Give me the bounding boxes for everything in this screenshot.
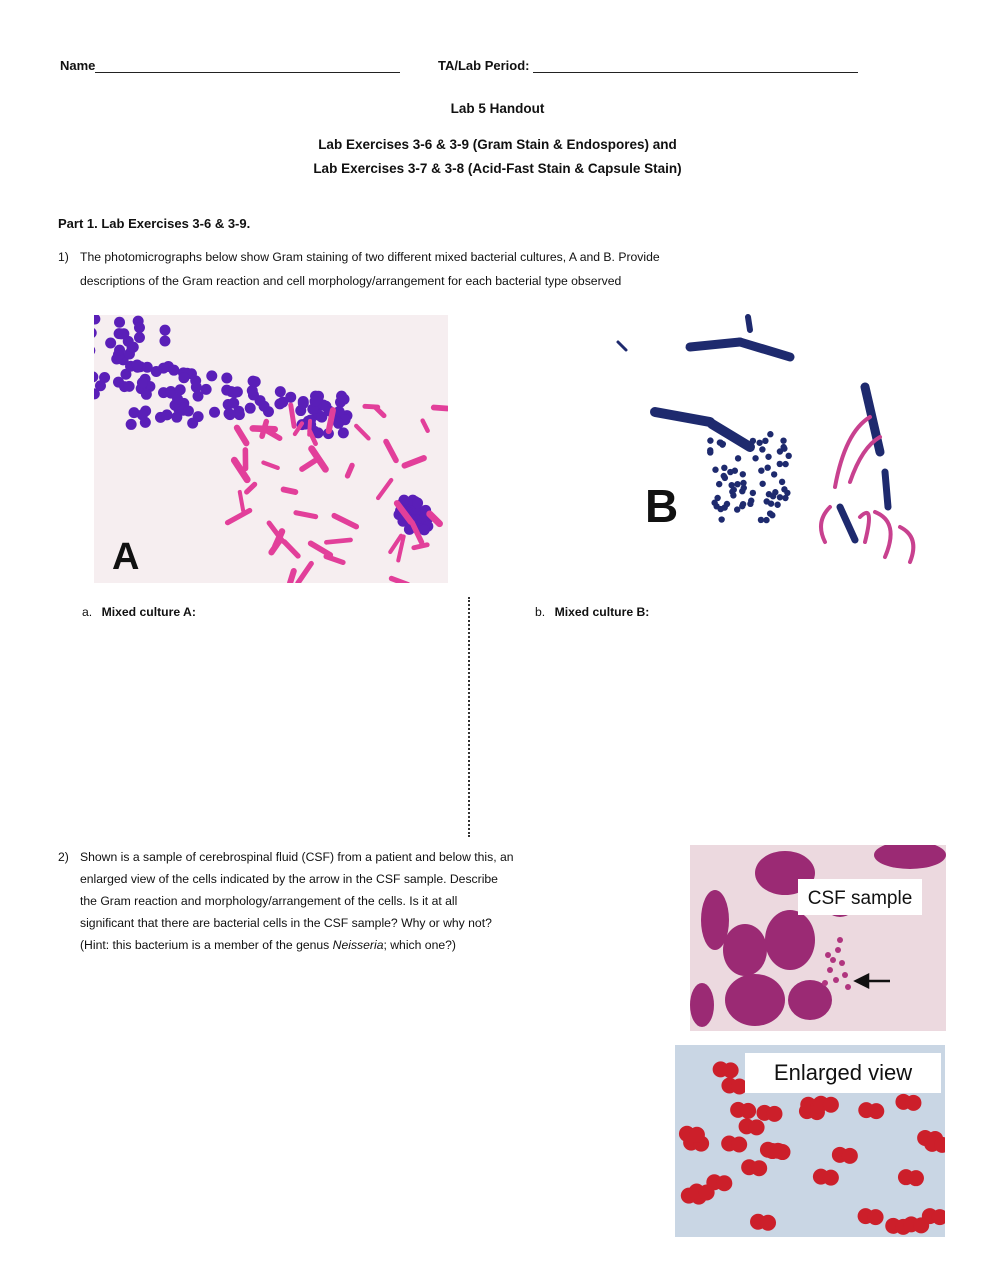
enlarged-view-image (675, 1045, 945, 1237)
ta-blank-line[interactable] (533, 60, 858, 73)
csf-sample-image (690, 845, 946, 1031)
q2-hint: (Hint: this bacterium is a member of the genus Neisseria; which one?) (80, 938, 456, 952)
q2-number: 2) (58, 850, 69, 864)
q2-line-2: enlarged view of the cells indicated by the arrow in the CSF sample. Describe (80, 872, 498, 886)
answer-b[interactable] (535, 601, 649, 623)
ta-field[interactable] (438, 58, 858, 73)
answer-a[interactable] (82, 601, 196, 623)
q2-line-4: significant that there are bacterial cells in the CSF sample? Why or why not? (80, 916, 492, 930)
enlarged-view-label: Enlarged view (773, 1060, 913, 1085)
q2-text (80, 846, 690, 956)
title-line-2: Lab Exercises 3-7 & 3-8 (Acid-Fast Stain & Capsule Stain) (313, 161, 682, 176)
micrograph-b (600, 312, 945, 587)
part1-heading: Part 1. Lab Exercises 3-6 & 3-9. (58, 216, 251, 231)
q1-number: 1) (58, 250, 69, 264)
answer-a-marker: a. (82, 605, 93, 619)
title-line-1: Lab Exercises 3-6 & 3-9 (Gram Stain & Endospores) and (318, 137, 677, 152)
answer-a-label: Mixed culture A: (101, 605, 196, 619)
csf-sample-label: CSF sample (807, 888, 913, 909)
handout-title: Lab 5 Handout (450, 101, 545, 116)
micrograph-a-label: A (112, 536, 140, 578)
q2-line-1: Shown is a sample of cerebrospinal fluid (CSF) from a patient and below this, an (80, 850, 514, 864)
micrograph-a (94, 315, 448, 583)
q2-line-3: the Gram reaction and morphology/arrangement of the cells. Is it at all (80, 894, 458, 908)
micrograph-b-label: B (645, 480, 679, 532)
answer-divider (468, 597, 470, 837)
answer-b-label: Mixed culture B: (554, 605, 650, 619)
ta-label: TA/Lab Period: (438, 58, 530, 73)
q1-text-line-1: The photomicrographs below show Gram staining of two different mixed bacterial cultures, A and B. Provide (80, 250, 660, 264)
name-blank-line[interactable] (95, 60, 400, 73)
q2-hint-genus: Neisseria (332, 938, 384, 952)
name-field[interactable] (60, 58, 400, 73)
q1-text-line-2: descriptions of the Gram reaction and cell morphology/arrangement for each bacterial type observed (80, 274, 622, 288)
answer-b-marker: b. (535, 605, 546, 619)
name-label: Name (60, 58, 96, 73)
